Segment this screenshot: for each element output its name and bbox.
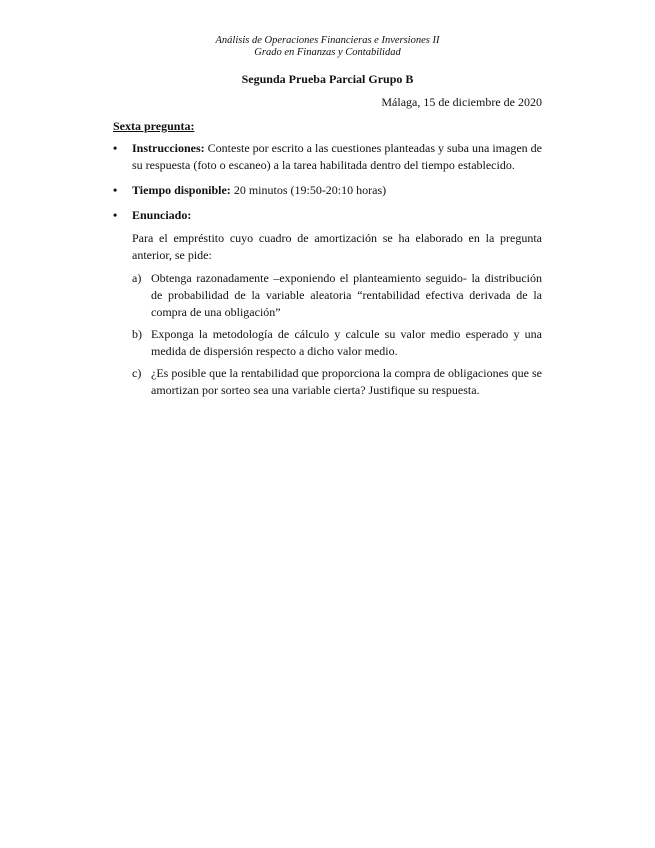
time-label: Tiempo disponible: xyxy=(132,183,231,197)
exam-date: Málaga, 15 de diciembre de 2020 xyxy=(381,95,542,109)
sub-question-text: Obtenga razonadamente –exponiendo el planteamiento seguido- la distribución de probabilidad de la variable aleatoria “rentabilidad efectiva derivada de la compra de una obligación” xyxy=(151,271,542,319)
question-heading: Sexta pregunta: xyxy=(113,119,195,133)
instructions-text: Conteste por escrito a las cuestiones planteadas y suba una imagen de su respuesta (foto o escaneo) a la tarea habilitada dentro del tiempo establecido. xyxy=(132,141,542,172)
sub-question-letter: b) xyxy=(132,327,142,341)
sub-question-letter: a) xyxy=(132,271,142,285)
bullet-dot: • xyxy=(113,183,118,197)
bullet-time xyxy=(113,182,542,199)
document-header xyxy=(0,35,655,59)
bullet-dot: • xyxy=(113,141,118,155)
exam-title: Segunda Prueba Parcial Grupo B xyxy=(241,72,414,86)
sub-question-c xyxy=(132,365,542,399)
bullet-statement xyxy=(113,207,542,224)
sub-question-b xyxy=(132,326,542,360)
instructions-label: Instrucciones: xyxy=(132,141,205,155)
time-text: 20 minutos (19:50-20:10 horas) xyxy=(230,183,387,197)
bullet-instructions xyxy=(113,140,542,174)
degree-name: Grado en Finanzas y Contabilidad xyxy=(254,47,401,58)
statement-label: Enunciado: xyxy=(132,208,192,222)
sub-question-letter: c) xyxy=(132,366,142,380)
sub-question-a xyxy=(132,270,542,321)
sub-questions xyxy=(113,270,542,399)
statement-text: Para el empréstito cuyo cuadro de amortización se ha elaborado en la pregunta anterior, se pide: xyxy=(132,231,542,262)
sub-question-text: Exponga la metodología de cálculo y calcule su valor medio esperado y una medida de dispersión respecto a dicho valor medio. xyxy=(151,327,542,358)
sub-question-text: ¿Es posible que la rentabilidad que proporciona la compra de obligaciones que se amortizan por sorteo sea una variable cierta? Justifique su respuesta. xyxy=(151,366,542,397)
question-body xyxy=(113,140,542,404)
course-name: Análisis de Operaciones Financieras e Inversiones II xyxy=(215,35,440,46)
bullet-dot: • xyxy=(113,208,118,222)
